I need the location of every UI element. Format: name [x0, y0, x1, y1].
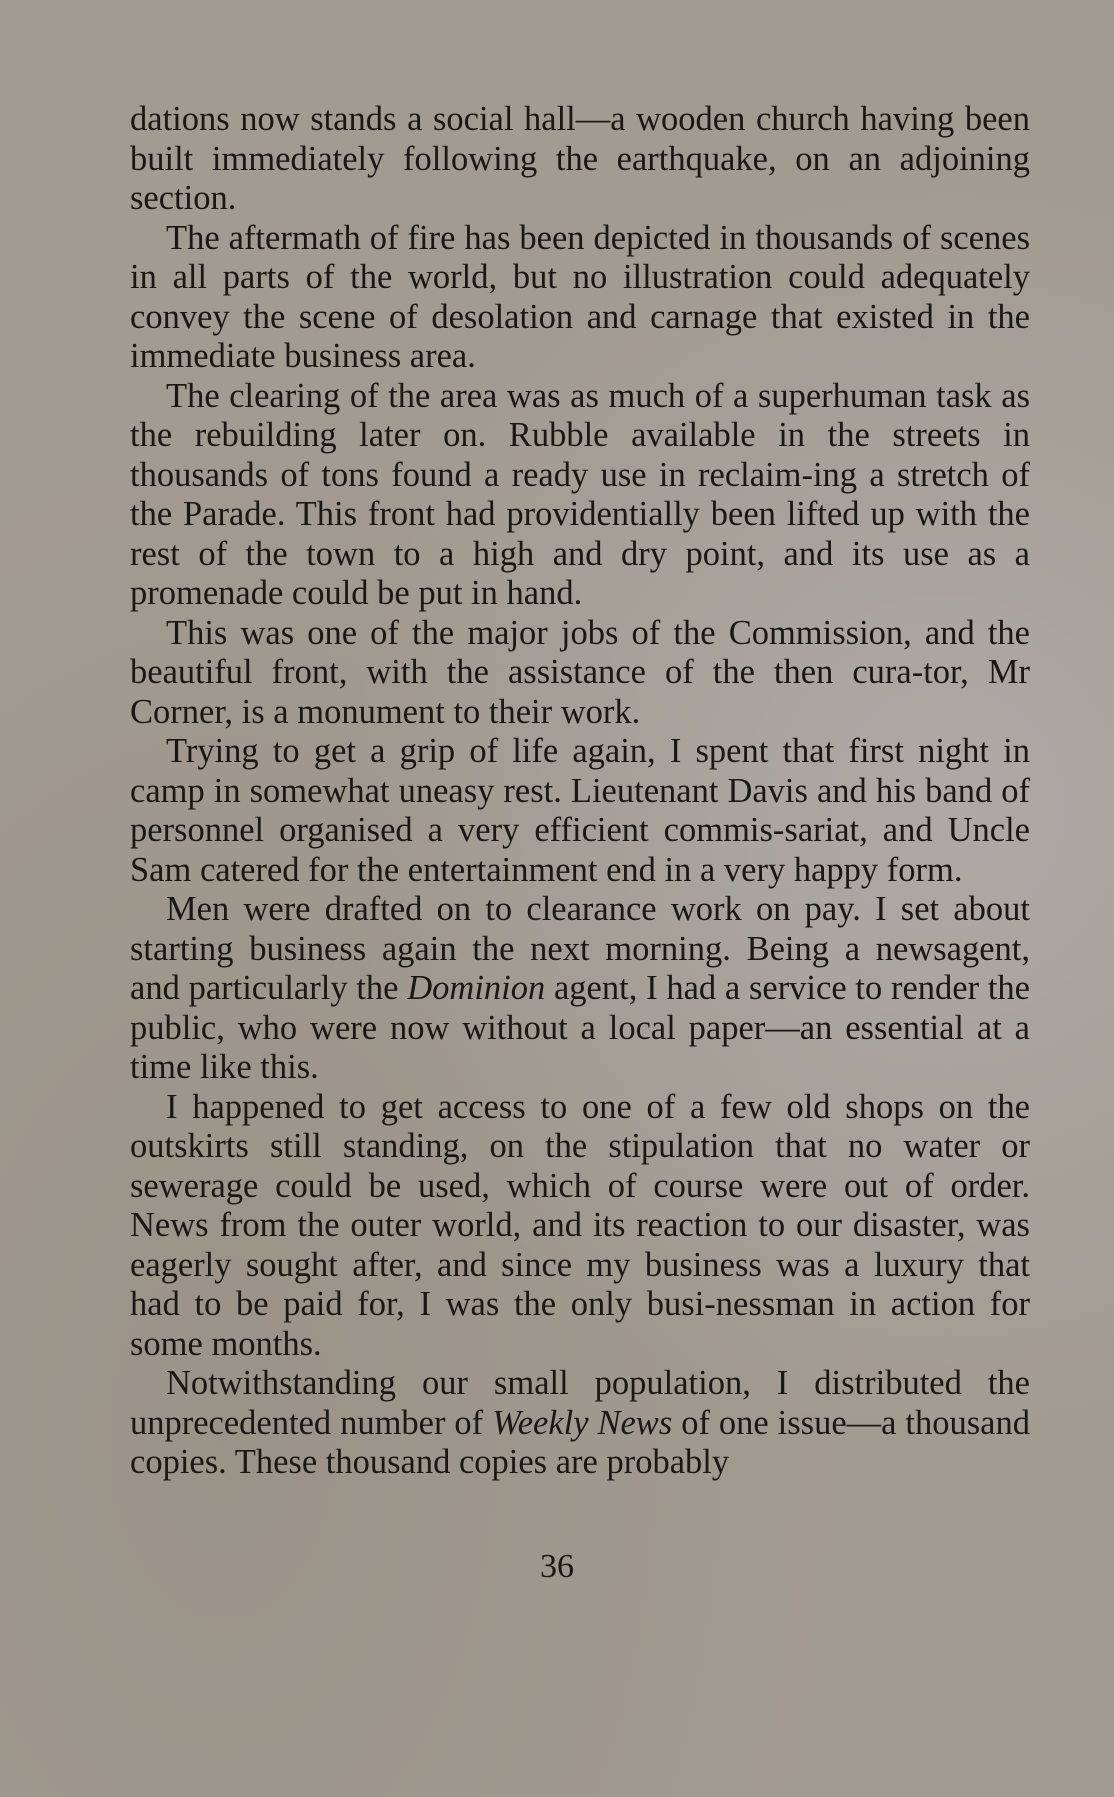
italic-title: Weekly News: [492, 1403, 673, 1442]
paragraph: [130, 100, 1030, 219]
paragraph: [130, 1364, 1030, 1483]
paragraph: [130, 614, 1030, 733]
text-run: agent, I had a service to render the public, who were now without a local paper—an essential at a time like this.: [130, 969, 1030, 1086]
page-number: 36: [540, 1548, 574, 1585]
paragraph: [130, 732, 1030, 890]
paragraph: [130, 377, 1030, 614]
text-run: I happened to get access to one of a few old shops on the outskirts still standing, on the stipulation that no water or sewerage could be used, which of course were out of order. News from the outer world, and its reaction to our disaster, was eagerly sought after, and since my business was a luxury that had to be paid for, I was the only busi-nessman in action for some months.: [130, 1087, 1030, 1363]
text-run: Trying to get a grip of life again, I spent that first night in camp in somewhat uneasy rest. Lieutenant Davis and his band of personnel organised a very efficient commis-sariat, and Uncle Sam catered for the entertainment end in a very happy form.: [130, 732, 1030, 889]
text-run: Notwithstanding our small population, I distributed the unprecedented number of: [130, 1364, 1030, 1442]
text-run: The clearing of the area was as much of a superhuman task as the rebuilding later on. Rubble available in the streets in thousands of tons found a ready use in reclaim-ing a stretch of the Parade. This front had providentially been lifted up with the rest of the town to a high and dry point, and its use as a promenade could be put in hand.: [130, 376, 1030, 612]
paragraph: [130, 890, 1030, 1088]
paragraph: [130, 1088, 1030, 1365]
text-run: dations now stands a social hall—a wooden church having been built immediately following the earthquake, on an adjoining section.: [130, 100, 1030, 217]
italic-title: Dominion: [407, 969, 546, 1007]
text-run: This was one of the major jobs of the Commission, and the beautiful front, with the assistance of the then cura-tor, Mr Corner, is a monument to their work.: [130, 613, 1030, 731]
body-text: [130, 100, 1030, 1483]
paragraph: [130, 219, 1030, 377]
text-run: The aftermath of fire has been depicted in thousands of scenes in all parts of the world, but no illustration could adequately convey the scene of desolation and carnage that existed in the immediate business area.: [130, 218, 1030, 375]
text-run: of one issue—a thousand copies. These thousand copies are probably: [130, 1403, 1030, 1481]
text-run: Men were drafted on to clearance work on pay. I set about starting business again the next morning. Being a newsagent, and particularly the: [130, 890, 1030, 1007]
